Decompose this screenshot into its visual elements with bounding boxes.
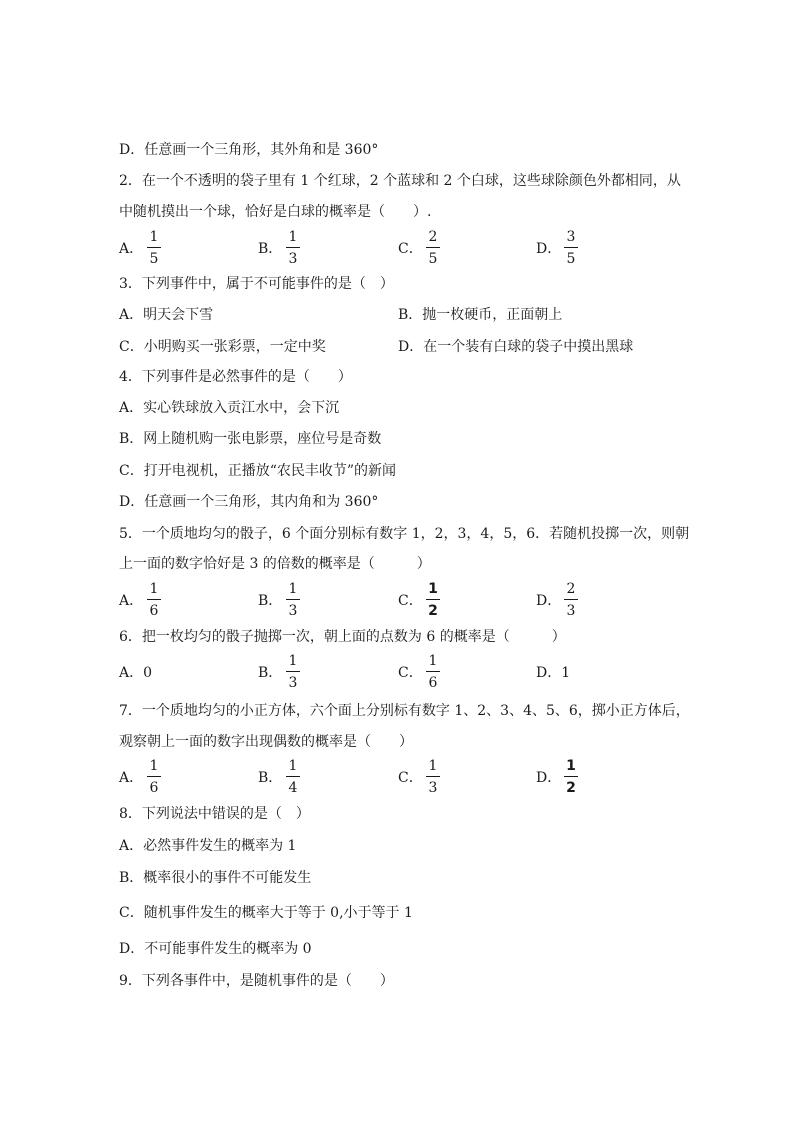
q8-option-b: B．概率很小的事件不可能发生 — [119, 870, 312, 886]
q8-option-c: C．随机事件发生的概率大于等于 0,小于等于 1 — [119, 905, 413, 921]
q4-option-b: B．网上随机购一张电影票，座位号是奇数 — [119, 431, 382, 447]
fraction-numerator: 1 — [149, 581, 159, 597]
fraction-bar — [286, 776, 300, 777]
q6-option-b-label: B． — [258, 665, 283, 681]
q7-option-d-fraction — [564, 757, 578, 797]
fraction-numerator: 2 — [566, 581, 576, 597]
q2-stem-line-1: 2．在一个不透明的袋子里有 1 个红球，2 个蓝球和 2 个白球，这些球除颜色外都相同，从 — [119, 173, 681, 189]
q6-option-b-fraction — [286, 652, 300, 692]
q5-option-b-label: B． — [258, 593, 283, 609]
q7-option-c-fraction — [426, 757, 440, 797]
q3-stem: 3．下列事件中，属于不可能事件的是（ ） — [119, 276, 394, 292]
fraction-bar — [426, 776, 440, 777]
q4-option-d: D．任意画一个三角形，其内角和为 360° — [119, 494, 379, 510]
q7-option-b-label: B． — [258, 770, 283, 786]
fraction-numerator: 3 — [566, 229, 576, 245]
q3-option-c: C．小明购买一张彩票，一定中奖 — [119, 339, 326, 355]
q7-stem-line-1: 7．一个质地均匀的小正方体，六个面上分别标有数字 1、2、3、4、5、6，掷小正方体后， — [119, 703, 690, 719]
q2-option-b-fraction — [286, 228, 300, 268]
fraction-bar — [286, 599, 300, 600]
fraction-numerator: 1 — [428, 581, 438, 597]
q7-option-b-fraction — [286, 757, 300, 797]
q8-stem: 8．下列说法中错误的是（ ） — [119, 806, 310, 822]
q5-option-a-label: A． — [119, 593, 144, 609]
q5-option-c-fraction — [426, 580, 440, 620]
q3-option-a: A．明天会下雪 — [119, 307, 214, 323]
fraction-denominator: 3 — [288, 603, 298, 619]
q8-option-a: A．必然事件发生的概率为 1 — [119, 838, 297, 854]
fraction-bar — [564, 247, 578, 248]
fraction-numerator: 1 — [288, 758, 298, 774]
fraction-numerator: 1 — [149, 229, 159, 245]
fraction-denominator: 2 — [428, 603, 438, 619]
fraction-denominator: 3 — [288, 251, 298, 267]
q2-option-c-fraction — [426, 228, 440, 268]
q5-option-d-fraction — [564, 580, 578, 620]
q6-option-c-fraction — [426, 652, 440, 692]
fraction-bar — [564, 599, 578, 600]
q2-option-b-label: B． — [258, 241, 283, 257]
q4-option-a: A．实心铁球放入贡江水中，会下沉 — [119, 400, 340, 416]
q3-option-b: B．抛一枚硬币，正面朝上 — [398, 307, 563, 323]
fraction-bar — [286, 671, 300, 672]
fraction-bar — [147, 599, 161, 600]
fraction-denominator: 3 — [288, 675, 298, 691]
fraction-numerator: 2 — [428, 229, 438, 245]
fraction-bar — [426, 247, 440, 248]
fraction-denominator: 5 — [566, 251, 576, 267]
fraction-bar — [564, 776, 578, 777]
q7-option-c-label: C． — [398, 770, 423, 786]
fraction-denominator: 6 — [428, 675, 438, 691]
fraction-bar — [147, 247, 161, 248]
q2-option-d-label: D． — [536, 241, 562, 257]
fraction-denominator: 5 — [149, 251, 159, 267]
q2-stem-line-2: 中随机摸出一个球，恰好是白球的概率是（ ）. — [119, 204, 432, 220]
fraction-denominator: 3 — [428, 780, 438, 796]
fraction-numerator: 1 — [288, 581, 298, 597]
q6-stem: 6．把一枚均匀的骰子抛掷一次，朝上面的点数为 6 的概率是（ ） — [119, 629, 566, 645]
fraction-denominator: 6 — [149, 780, 159, 796]
q5-stem-line-1: 5．一个质地均匀的骰子，6 个面分别标有数字 1，2，3，4，5，6．若随机投掷一次，则朝 — [119, 526, 690, 542]
q4-stem: 4．下列事件是必然事件的是（ ） — [119, 369, 352, 385]
q6-option-c-label: C． — [398, 665, 423, 681]
q5-option-c-label: C． — [398, 593, 423, 609]
q2-option-c-label: C． — [398, 241, 423, 257]
q6-option-a-label: A．0 — [119, 665, 153, 681]
q4-option-c: C．打开电视机，正播放“农民丰收节”的新闻 — [119, 463, 397, 479]
fraction-numerator: 1 — [428, 758, 438, 774]
q5-option-b-fraction — [286, 580, 300, 620]
q2-option-d-fraction — [564, 228, 578, 268]
fraction-bar — [286, 247, 300, 248]
q8-option-d: D．不可能事件发生的概率为 0 — [119, 941, 312, 957]
q5-stem-line-2: 上一面的数字恰好是 3 的倍数的概率是（ ） — [119, 556, 431, 572]
q1-option-d: D．任意画一个三角形，其外角和是 360° — [119, 142, 379, 158]
q7-option-a-label: A． — [119, 770, 144, 786]
q7-stem-line-2: 观察朝上一面的数字出现偶数的概率是（ ） — [119, 734, 413, 750]
fraction-denominator: 6 — [149, 603, 159, 619]
q6-option-d-label: D．1 — [536, 665, 571, 681]
q9-stem: 9．下列各事件中，是随机事件的是（ ） — [119, 973, 394, 989]
fraction-numerator: 1 — [149, 758, 159, 774]
q5-option-d-label: D． — [536, 593, 562, 609]
fraction-numerator: 1 — [288, 653, 298, 669]
fraction-denominator: 2 — [566, 780, 576, 796]
fraction-bar — [426, 599, 440, 600]
fraction-denominator: 4 — [288, 780, 298, 796]
fraction-denominator: 3 — [566, 603, 576, 619]
q2-option-a-fraction — [147, 228, 161, 268]
fraction-denominator: 5 — [428, 251, 438, 267]
fraction-numerator: 1 — [428, 653, 438, 669]
q5-option-a-fraction — [147, 580, 161, 620]
q3-option-d: D．在一个装有白球的袋子中摸出黑球 — [398, 339, 634, 355]
fraction-bar — [147, 776, 161, 777]
fraction-numerator: 1 — [288, 229, 298, 245]
q7-option-a-fraction — [147, 757, 161, 797]
q2-option-a-label: A． — [119, 241, 144, 257]
q7-option-d-label: D． — [536, 770, 562, 786]
fraction-bar — [426, 671, 440, 672]
fraction-numerator: 1 — [566, 758, 576, 774]
